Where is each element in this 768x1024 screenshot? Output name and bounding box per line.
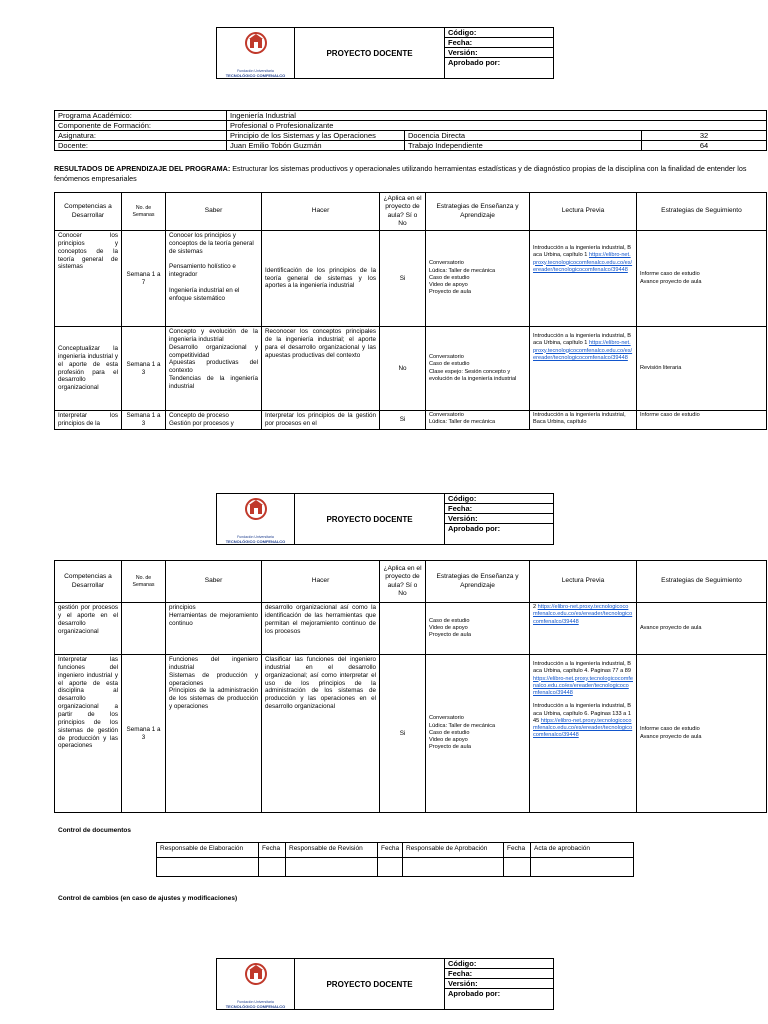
codigo-label: Código: xyxy=(445,494,554,504)
results-label: RESULTADOS DE APRENDIZAJE DEL PROGRAMA: xyxy=(54,164,231,173)
estrategia-item: Caso de estudio xyxy=(429,361,470,368)
lectura-cell xyxy=(530,655,637,813)
version-label: Versión: xyxy=(445,48,554,58)
competencia-cell: Interpretar las funciones del ingeniero industrial y el aporte de esta disciplina al desarrollo organizacional a partir de los principios de los sistemas de gestión de producción y las operaciones xyxy=(55,655,122,813)
lectura-text: Introducción a la ingeniería industrial, Baca Urbina, capítulo 1 xyxy=(533,245,631,259)
estrategia-item: Conversatorio xyxy=(429,412,464,418)
estrategia-item: Caso de estudio xyxy=(429,617,470,624)
estrategia-item: Caso de estudio xyxy=(429,729,470,736)
semana-cell: Semana 1 a 3 xyxy=(122,411,166,430)
header-table-3 xyxy=(216,958,554,1010)
codigo-label: Código: xyxy=(445,959,554,969)
estrategia-item: Video de apoyo xyxy=(429,624,468,631)
seguimiento-item: Informe caso de estudio xyxy=(640,726,700,733)
estrategia-item: Conversatorio xyxy=(429,715,464,722)
saber-item: Concepto y evolución de la ingeniería industrial xyxy=(169,328,258,343)
col-aplica: ¿Aplica en el proyecto de aula? Sí o No xyxy=(380,193,426,231)
table-row xyxy=(157,858,634,877)
estrategia-item: Lúdica: Taller de mecánica xyxy=(429,419,496,426)
ctrl-header: Fecha xyxy=(504,843,531,858)
col-semanas: No. de Semanas xyxy=(122,561,166,603)
logo-line-1: Fundación Universitaria xyxy=(237,534,274,539)
hacer-cell: Reconocer los conceptos principales de la ingeniería industrial; el aporte para el desarrollo organizacional y las apuestas productivas del contexto xyxy=(262,327,380,411)
ctrl-header: Fecha xyxy=(259,843,286,858)
institution-seal-icon xyxy=(228,29,284,67)
document-title: PROYECTO DOCENTE xyxy=(295,959,445,1010)
asignatura-label: Asignatura: xyxy=(55,131,227,141)
lectura-cell xyxy=(530,231,637,327)
lectura-cell xyxy=(530,327,637,411)
empty-cell xyxy=(157,858,259,877)
col-saber: Saber xyxy=(166,193,262,231)
docente-label: Docente: xyxy=(55,141,227,151)
lectura-text: Introducción a la ingeniería industrial, Baca Urbina, capítulo 6. Paginas 133 a 145 xyxy=(533,703,631,724)
estrategia-item: Caso de estudio xyxy=(429,274,470,281)
componente-label: Componente de Formación: xyxy=(55,121,227,131)
document-title: PROYECTO DOCENTE xyxy=(295,28,445,79)
institution-seal-icon xyxy=(228,495,284,533)
estrategia-item: Proyecto de aula xyxy=(429,289,471,296)
estrategia-item: Proyecto de aula xyxy=(429,632,471,639)
ctrl-header: Responsable de Revisión xyxy=(286,843,378,858)
control-cambios-caption: Control de cambios (en caso de ajustes y modificaciones) xyxy=(58,895,238,902)
saber-cell xyxy=(166,411,262,430)
institution-seal-icon xyxy=(228,960,284,998)
estrategias-cell xyxy=(426,411,530,430)
saber-item: Funciones del ingeniero industrial xyxy=(169,656,258,671)
institution-logo xyxy=(217,959,295,1010)
aprobado-label: Aprobado por: xyxy=(445,989,554,1010)
empty-cell xyxy=(531,858,634,877)
logo-line-1: Fundación Universitaria xyxy=(237,999,274,1004)
componente-value: Profesional o Profesionalizante xyxy=(227,121,767,131)
seguimiento-item: Avance proyecto de aula xyxy=(640,733,702,740)
saber-cell xyxy=(166,655,262,813)
saber-cell xyxy=(166,231,262,327)
asignatura-value: Principio de los Sistemas y las Operaciones xyxy=(227,131,405,141)
hacer-cell: desarrollo organizacional así como la identificación de las herramientas que permitan el mejoramiento continuo de los procesos xyxy=(262,603,380,655)
estrategia-item: Video de apoyo xyxy=(429,737,468,744)
aplica-cell: Si xyxy=(380,655,426,813)
logo-line-2: TECNOLÓGICO COMFENALCO xyxy=(225,538,286,544)
saber-item: Sistemas de producción y operaciones xyxy=(169,671,258,687)
empty-cell xyxy=(504,858,531,877)
competencies-table-1 xyxy=(54,192,767,430)
saber-item: Concepto de proceso xyxy=(169,412,229,419)
lectura-cell xyxy=(530,603,637,655)
hacer-cell: Clasificar las funciones del ingeniero industrial en el desarrollo organizacional; así como interpretar el uso de los principios de la administración de los sistemas de producción y las operaciones en el desarrollo organizacional xyxy=(262,655,380,813)
ctrl-header: Fecha xyxy=(378,843,403,858)
trabajo-label: Trabajo Independiente xyxy=(405,141,642,151)
col-seguimiento: Estrategias de Seguimiento xyxy=(637,561,767,603)
col-aplica: ¿Aplica en el proyecto de aula? Sí o No xyxy=(380,561,426,603)
saber-cell xyxy=(166,603,262,655)
logo-line-1: Fundación Universitaria xyxy=(237,68,274,73)
table-row xyxy=(55,603,767,655)
semana-cell: Semana 1 a 3 xyxy=(122,327,166,411)
seguimiento-item: Avance proyecto de aula xyxy=(640,278,702,285)
saber-item: Conocer los principios y conceptos de la teoría general de sistemas xyxy=(169,232,254,255)
col-hacer: Hacer xyxy=(262,561,380,603)
col-semanas: No. de Semanas xyxy=(122,193,166,231)
control-documentos-caption: Control de documentos xyxy=(58,827,131,834)
institution-logo xyxy=(217,494,295,545)
elibro-link[interactable]: https://elibro-net.proxy.tecnologicocomfenalco.edu.co/es/ereader/tecnologicocomfenalco/39448 xyxy=(533,675,634,697)
docencia-value: 32 xyxy=(642,131,767,141)
course-info-table xyxy=(54,110,767,151)
aplica-cell xyxy=(380,603,426,655)
table-row xyxy=(55,411,767,430)
col-saber: Saber xyxy=(166,561,262,603)
estrategias-cell xyxy=(426,327,530,411)
aplica-cell: Si xyxy=(380,231,426,327)
semana-cell: Semana 1 a 3 xyxy=(122,655,166,813)
control-documentos-table xyxy=(156,842,634,877)
version-label: Versión: xyxy=(445,979,554,989)
competencia-cell: Conceptualizar la ingeniería industrial y el aporte de esta profesión para el desarrollo organizacional xyxy=(55,327,122,411)
col-lectura: Lectura Previa xyxy=(530,193,637,231)
program-results xyxy=(54,164,766,183)
lectura-text: 2 xyxy=(533,604,538,610)
aprobado-label: Aprobado por: xyxy=(445,524,554,545)
estrategias-cell xyxy=(426,655,530,813)
seguimiento-item: Informe caso de estudio xyxy=(640,271,700,278)
seguimiento-cell xyxy=(637,327,767,411)
empty-cell xyxy=(378,858,403,877)
ctrl-header: Responsable de Aprobación xyxy=(403,843,504,858)
col-estrategias: Estrategias de Enseñanza y Aprendizaje xyxy=(426,193,530,231)
estrategias-cell xyxy=(426,603,530,655)
seguimiento-cell xyxy=(637,655,767,813)
semana-cell: Semana 1 a 7 xyxy=(122,231,166,327)
docente-value: Juan Emilio Tobón Guzmán xyxy=(227,141,405,151)
competencia-cell: Interpretar los principios de la xyxy=(55,411,122,430)
fecha-label: Fecha: xyxy=(445,504,554,514)
logo-line-2: TECNOLÓGICO COMFENALCO xyxy=(225,1003,286,1009)
estrategia-item: Proyecto de aula xyxy=(429,744,471,751)
codigo-label: Código: xyxy=(445,28,554,38)
elibro-link[interactable]: https://elibro-net.proxy.tecnologicocomfenalco.edu.co/es/ereader/tecnologicocomfenalco/39448 xyxy=(533,717,633,739)
col-estrategias: Estrategias de Enseñanza y Aprendizaje xyxy=(426,561,530,603)
fecha-label: Fecha: xyxy=(445,38,554,48)
logo-line-2: TECNOLÓGICO COMFENALCO xyxy=(225,72,286,78)
results-text: Estructurar los sistemas productivos y operacionales utilizando herramientas estadísticas y de diagnóstico propias de la disciplina con la finalidad de entender los fenómenos empresariales xyxy=(54,164,747,183)
programa-value: Ingeniería Industrial xyxy=(227,111,767,121)
saber-cell xyxy=(166,327,262,411)
elibro-link[interactable]: https://elibro-net.proxy.tecnologicocomfenalco.edu.co/es/ereader/tecnologicocomfenalco/39448 xyxy=(533,604,633,625)
lectura-cell: Introducción a la ingeniería industrial, Baca Urbina, capítulo xyxy=(530,411,637,430)
semana-cell xyxy=(122,603,166,655)
competencia-cell: Conocer los principios y conceptos de la teoría general de sistemas xyxy=(55,231,122,327)
saber-item: Principios de la administración de los sistemas de producción y operaciones xyxy=(169,687,258,711)
table-row xyxy=(55,231,767,327)
empty-cell xyxy=(259,858,286,877)
fecha-label: Fecha: xyxy=(445,969,554,979)
docencia-label: Docencia Directa xyxy=(405,131,642,141)
col-hacer: Hacer xyxy=(262,193,380,231)
col-lectura: Lectura Previa xyxy=(530,561,637,603)
saber-item: Gestión por procesos y xyxy=(169,419,234,427)
estrategia-item: Lúdica: Taller de mecánica xyxy=(429,722,496,729)
saber-item: Herramientas de mejoramiento continuo xyxy=(169,611,258,627)
col-seguimiento: Estrategias de Seguimiento xyxy=(637,193,767,231)
saber-item: Desarrollo organizacional y competitividad xyxy=(169,343,258,359)
elibro-link[interactable]: https://elibro-net.proxy.tecnologicocomfenalco.edu.co/es/ereader/tecnologicocomfenalco/39448 xyxy=(533,340,633,361)
saber-item: Apuestas productivas del contexto xyxy=(169,359,258,375)
table-row xyxy=(55,655,767,813)
header-table-1 xyxy=(216,27,554,79)
estrategia-item: Conversatorio xyxy=(429,353,464,360)
hacer-cell: Identificación de los principios de la teoría general de sistemas y los aportes a la ingeniería industrial xyxy=(262,231,380,327)
elibro-link[interactable]: https://elibro-net.proxy.tecnologicocomfenalco.edu.co/es/ereader/tecnologicocomfenalco/39448 xyxy=(533,252,633,273)
ctrl-header: Responsable de Elaboración xyxy=(157,843,259,858)
programa-label: Programa Académico: xyxy=(55,111,227,121)
estrategia-item: Conversatorio xyxy=(429,260,464,267)
empty-cell xyxy=(403,858,504,877)
estrategia-item: Lúdica: Taller de mecánica xyxy=(429,267,496,274)
estrategia-item: Video de apoyo xyxy=(429,282,468,289)
aplica-cell: No xyxy=(380,327,426,411)
document-title: PROYECTO DOCENTE xyxy=(295,494,445,545)
lectura-text: Introducción a la ingeniería industrial, Baca Urbina, capítulo 4. Paginas 77 a 89 xyxy=(533,661,631,675)
lectura-text: Introducción a la ingeniería industrial, Baca Urbina, capítulo 1 xyxy=(533,333,631,347)
saber-item: Pensamiento holístico e integrador xyxy=(169,263,236,279)
table-row xyxy=(55,327,767,411)
ctrl-header: Acta de aprobación xyxy=(531,843,634,858)
institution-logo xyxy=(217,28,295,79)
saber-item: Ingeniería industrial en el enfoque sistemático xyxy=(169,287,240,302)
empty-cell xyxy=(286,858,378,877)
saber-item: principios xyxy=(169,604,196,611)
seguimiento-item: Revisión literaria xyxy=(640,364,682,371)
seguimiento-cell xyxy=(637,231,767,327)
aprobado-label: Aprobado por: xyxy=(445,58,554,79)
col-competencias: Competencias a Desarrollar xyxy=(55,561,122,603)
header-table-2 xyxy=(216,493,554,545)
hacer-cell: Interpretar los principios de la gestión por procesos en el xyxy=(262,411,380,430)
seguimiento-cell: Informe caso de estudio xyxy=(637,411,767,430)
version-label: Versión: xyxy=(445,514,554,524)
competencies-table-2 xyxy=(54,560,767,813)
trabajo-value: 64 xyxy=(642,141,767,151)
competencia-cell: gestión por procesos y el aporte en el desarrollo organizacional xyxy=(55,603,122,655)
col-competencias: Competencias a Desarrollar xyxy=(55,193,122,231)
seguimiento-cell: Avance proyecto de aula xyxy=(637,603,767,655)
saber-item: Tendencias de la ingeniería industrial xyxy=(169,375,258,391)
estrategias-cell xyxy=(426,231,530,327)
estrategia-item: Clase espejo: Sesión concepto y evolución de la ingeniería industrial xyxy=(429,368,517,382)
aplica-cell: Si xyxy=(380,411,426,430)
